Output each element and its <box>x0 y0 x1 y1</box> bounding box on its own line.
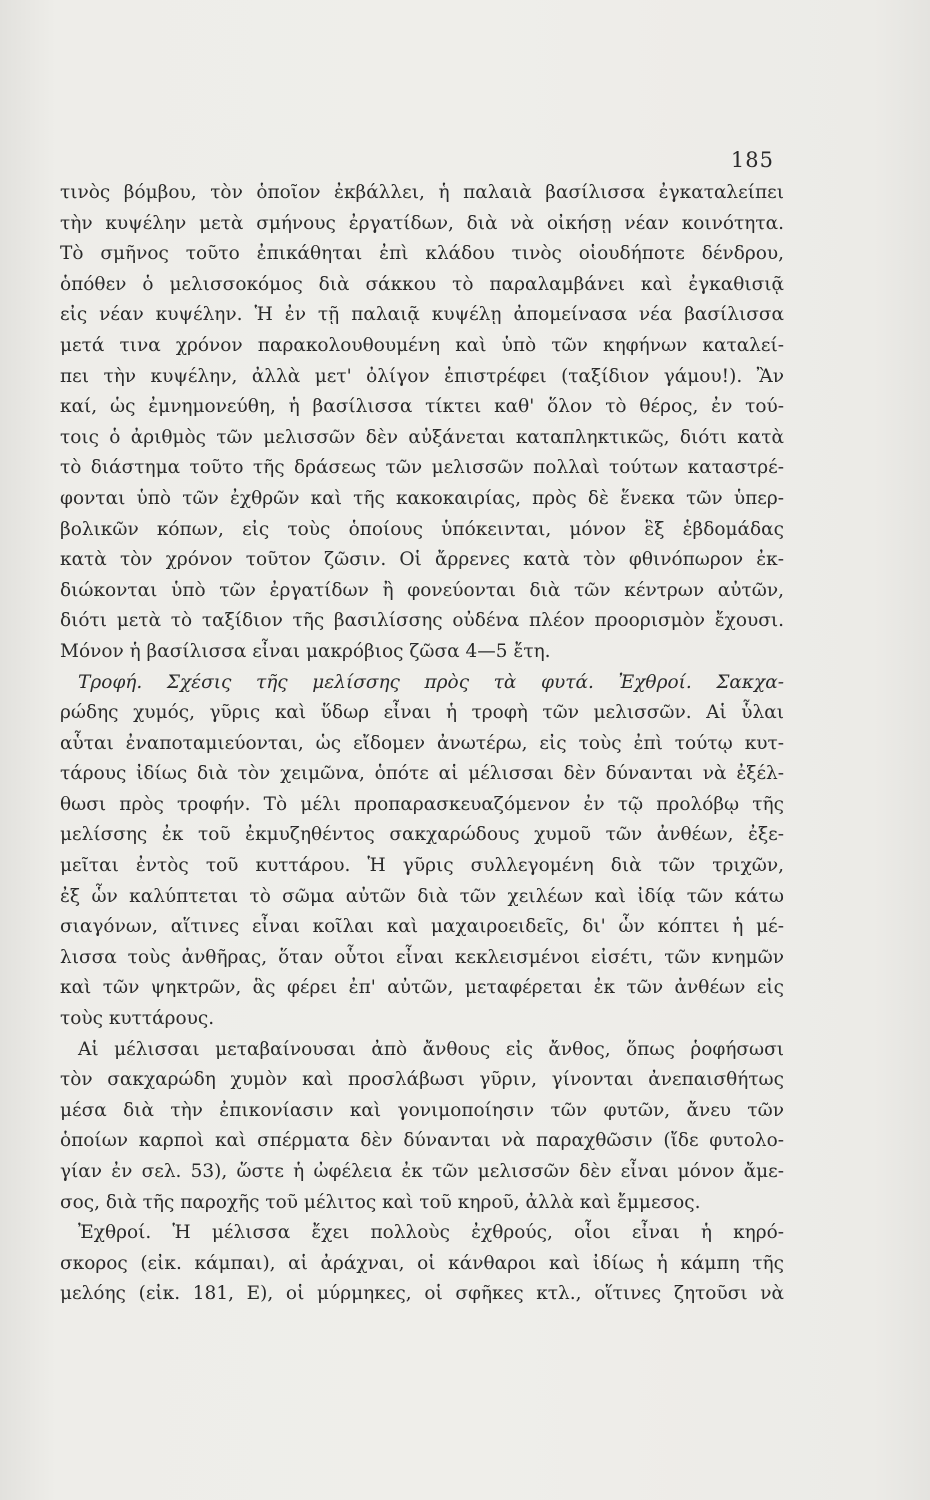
text-line: τάρους ἰδίως διὰ τὸν χειμῶνα, ὁπότε αἱ μέλισσαι δὲν δύνανται νὰ ἐξέλ- <box>60 763 784 785</box>
text-line: τὴν κυψέλην μετὰ σμήνους ἐργατίδων, διὰ νὰ οἰκήσῃ νέαν κοινότητα. <box>60 212 784 234</box>
text-line: γίαν ἐν σελ. 53), ὥστε ἡ ὠφέλεια ἐκ τῶν μελισσῶν δὲν εἶναι μόνον ἄμε- <box>60 1161 784 1182</box>
text-line: Τροφή. Σχέσις τῆς μελίσσης πρὸς τὰ φυτά. Ἐχθροί. Σακχα- <box>78 671 784 693</box>
text-line: βολικῶν κόπων, εἰς τοὺς ὁποίους ὑπόκεινται, μόνον ἓξ ἑβδομάδας <box>60 518 784 540</box>
text-line: ὁπόθεν ὁ μελισσοκόμος διὰ σάκκου τὸ παραλαμβάνει καὶ ἐγκαθισιᾷ <box>60 273 784 295</box>
text-line: σος, διὰ τῆς παροχῆς τοῦ μέλιτος καὶ τοῦ κηροῦ, ἀλλὰ καὶ ἔμμεσος. <box>60 1191 701 1213</box>
text-line: μετά τινα χρόνον παρακολουθουμένη καὶ ὑπὸ τῶν κηφήνων καταλεί- <box>60 334 784 356</box>
text-line: σκορος (εἰκ. κάμπαι), αἱ ἀράχναι, οἱ κάνθαροι καὶ ἰδίως ἡ κάμπη τῆς <box>60 1252 784 1274</box>
text-line: θωσι πρὸς τροφήν. Τὸ μέλι προπαρασκευαζόμενον ἐν τῷ προλόβῳ τῆς <box>60 793 784 815</box>
text-line: μέσα διὰ τὴν ἐπικονίασιν καὶ γονιμοποίησιν τῶν φυτῶν, ἄνευ τῶν <box>60 1099 784 1121</box>
text-line: εἰς νέαν κυψέλην. Ἡ ἐν τῇ παλαιᾷ κυψέλῃ ἀπομείνασα νέα βασίλισσα <box>60 304 784 326</box>
text-line: αὗται ἐναποταμιεύονται, ὡς εἴδομεν ἀνωτέρω, εἰς τοὺς ἐπὶ τούτῳ κυτ- <box>60 732 784 754</box>
text-line: μελίσσης ἐκ τοῦ ἐκμυζηθέντος σακχαρώδους χυμοῦ τῶν ἀνθέων, ἐξε- <box>60 824 784 846</box>
text-line: πει τὴν κυψέλην, ἀλλὰ μετ' ὀλίγον ἐπιστρέφει (ταξίδιον γάμου!). Ἂν <box>60 365 784 387</box>
text-line: ἐξ ὧν καλύπτεται τὸ σῶμα αὐτῶν διὰ τῶν χειλέων καὶ ἰδίᾳ τῶν κάτω <box>60 885 784 907</box>
text-line: τοις ὁ ἀριθμὸς τῶν μελισσῶν δὲν αὐξάνεται καταπληκτικῶς, διότι κατὰ <box>60 426 784 448</box>
text-line: τοὺς κυττάρους. <box>60 1008 215 1030</box>
text-line: μεῖται ἐντὸς τοῦ κυττάρου. Ἡ γῦρις συλλεγομένη διὰ τῶν τριχῶν, <box>60 855 784 877</box>
text-line: Ἐχθροί. Ἡ μέλισσα ἔχει πολλοὺς ἐχθρούς, οἷοι εἶναι ἡ κηρό- <box>78 1222 784 1244</box>
text-line: Τὸ σμῆνος τοῦτο ἐπικάθηται ἐπὶ κλάδου τινὸς οἱουδήποτε δένδρου, <box>60 243 784 265</box>
page-number: 185 <box>730 148 774 172</box>
text-line: φονται ὑπὸ τῶν ἐχθρῶν καὶ τῆς κακοκαιρίας, πρὸς δὲ ἕνεκα τῶν ὑπερ- <box>60 487 784 509</box>
text-line: λισσα τοὺς ἀνθῆρας, ὅταν οὗτοι εἶναι κεκλεισμένοι εἰσέτι, τῶν κνημῶν <box>60 946 784 968</box>
text-line: μελόης (εἰκ. 181, Ε), οἱ μύρμηκες, οἱ σφῆκες κτλ., οἵτινες ζητοῦσι νὰ <box>60 1283 784 1305</box>
text-line: ὁποίων καρποὶ καὶ σπέρματα δὲν δύνανται νὰ παραχθῶσιν (ἴδε φυτολο- <box>60 1130 784 1152</box>
text-line: τὸ διάστημα τοῦτο τῆς δράσεως τῶν μελισσῶν πολλαὶ τούτων καταστρέ- <box>60 457 784 479</box>
text-line: τινὸς βόμβου, τὸν ὁποῖον ἐκβάλλει, ἡ παλαιὰ βασίλισσα ἐγκαταλείπει <box>60 182 784 203</box>
text-line: καί, ὡς ἐμνημονεύθη, ἡ βασίλισσα τίκτει καθ' ὅλον τὸ θέρος, ἐν τού- <box>60 396 784 418</box>
text-line: ρώδης χυμός, γῦρις καὶ ὕδωρ εἶναι ἡ τροφὴ τῶν μελισσῶν. Αἱ ὗλαι <box>60 702 784 724</box>
text-line: Μόνον ἡ βασίλισσα εἶναι μακρόβιος ζῶσα 4—5 ἔτη. <box>60 640 551 662</box>
body-text <box>60 178 784 1310</box>
text-line: σιαγόνων, αἵτινες εἶναι κοῖλαι καὶ μαχαιροειδεῖς, δι' ὧν κόπτει ἡ μέ- <box>60 916 784 938</box>
text-line: διώκονται ὑπὸ τῶν ἐργατίδων ἢ φονεύονται διὰ τῶν κέντρων αὐτῶν, <box>60 579 784 601</box>
text-line: διότι μετὰ τὸ ταξίδιον τῆς βασιλίσσης οὐδένα πλέον προορισμὸν ἔχουσι. <box>60 610 784 632</box>
text-line: τὸν σακχαρώδη χυμὸν καὶ προσλάβωσι γῦριν, γίνονται ἀνεπαισθήτως <box>60 1069 784 1091</box>
text-line: κατὰ τὸν χρόνον τοῦτον ζῶσιν. Οἱ ἄρρενες κατὰ τὸν φθινόπωρον ἐκ- <box>60 549 784 571</box>
text-line: καὶ τῶν ψηκτρῶν, ἃς φέρει ἐπ' αὐτῶν, μεταφέρεται ἐκ τῶν ἀνθέων εἰς <box>60 977 784 999</box>
text-line: Αἱ μέλισσαι μεταβαίνουσαι ἀπὸ ἄνθους εἰς ἄνθος, ὅπως ῥοφήσωσι <box>78 1038 784 1060</box>
